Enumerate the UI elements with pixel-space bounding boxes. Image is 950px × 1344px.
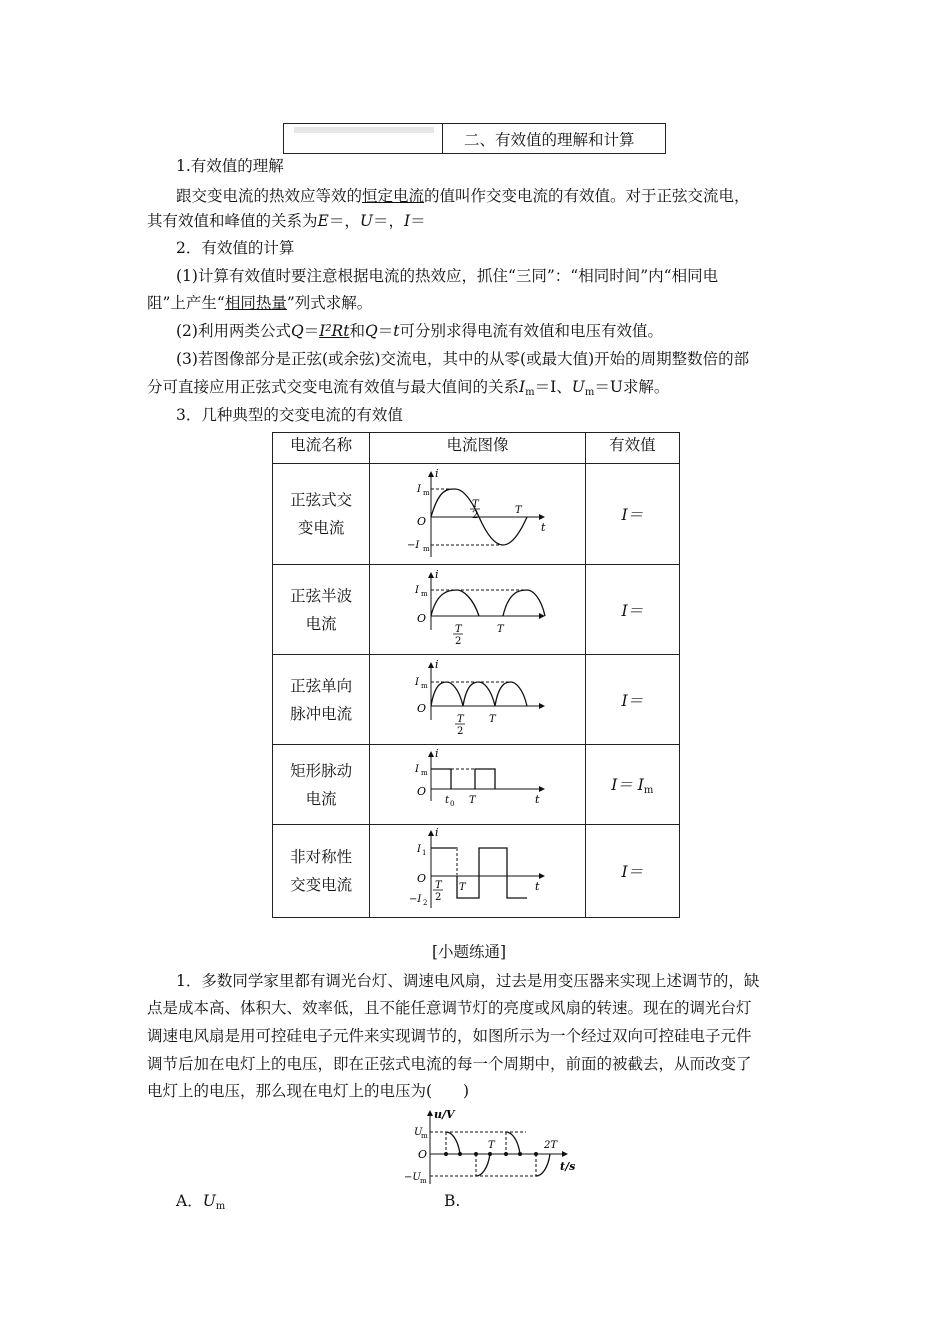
row-value: I＝	[585, 565, 679, 655]
row-name	[273, 655, 370, 745]
t-arrow	[539, 514, 545, 520]
q1-line4: 调节后加在电灯上的电压，即在正弦式电流的每一个周期中，前面的被截去，从而改变了	[147, 1055, 752, 1073]
practice-label: [小题练通]	[432, 943, 507, 961]
im-sub: m	[421, 768, 429, 777]
header-value: 有效值	[585, 433, 679, 464]
q1-line1: 1．多数同学家里都有调光台灯、调速电风扇，过去是用变压器来实现上述调节的，缺	[176, 972, 760, 990]
half-t-den: 2	[457, 725, 464, 737]
table-row	[273, 745, 680, 825]
option-label: B.	[444, 1192, 461, 1210]
text: 和	[349, 322, 365, 340]
symbol-e: E	[317, 212, 329, 230]
name-line: 矩形脉动	[290, 761, 353, 780]
header-graph: 电流图像	[370, 433, 585, 464]
neg-i2-sub: 2	[423, 899, 428, 907]
q1-line2: 点是成本高、体积大、效率低，且不能任意调节灯的亮度或风扇的转速。现在的调光台灯	[147, 999, 752, 1017]
name-line: 正弦式交	[290, 491, 353, 509]
heading-3: 3．几种典型的交变电流的有效值	[176, 406, 403, 424]
neg-um-sub: m	[420, 1177, 427, 1185]
i1-label: I	[417, 844, 422, 855]
eq: ＝	[377, 322, 394, 340]
half-wave-graph	[407, 570, 547, 650]
underlined-term: 相同热量	[224, 294, 287, 312]
o-label: O	[417, 784, 427, 798]
formula-i2rt: I²Rt	[319, 322, 350, 340]
o-label: O	[417, 701, 427, 715]
text: (2)利用两类公式	[176, 322, 291, 340]
o-label: O	[417, 515, 427, 528]
t-label: t	[535, 880, 540, 893]
p2-item3-line1: (3)若图像部分是正弦(或余弦)交流电，其中的从零(或最大值)开始的周期整数倍的部	[176, 350, 750, 368]
row-value: I＝	[585, 825, 679, 918]
symbol-q: Q	[290, 322, 304, 340]
half-t-num: T	[455, 623, 463, 635]
option-b	[444, 1191, 460, 1211]
i-arrow	[428, 830, 434, 836]
option-a	[176, 1191, 225, 1217]
i-label: i	[435, 748, 439, 760]
name-line: 正弦半波	[290, 586, 353, 605]
dot	[444, 1152, 448, 1156]
subscript: m	[525, 387, 535, 398]
neg-im-label: −I	[407, 540, 420, 551]
header-divider	[442, 124, 443, 153]
t-arrow	[562, 1151, 568, 1157]
cut-wave-2	[476, 1154, 490, 1176]
header-blank-area	[294, 127, 434, 133]
half-t-den: 2	[472, 510, 479, 521]
im-sub: m	[421, 589, 429, 598]
i-arrow	[428, 662, 434, 668]
table-row	[273, 565, 680, 655]
o-label: O	[417, 611, 427, 625]
i-label: i	[435, 828, 439, 839]
dot	[474, 1152, 478, 1156]
o-label: O	[417, 872, 427, 885]
half-t-num: T	[472, 499, 480, 510]
neg-i2-label: −I	[409, 894, 422, 905]
eq: ＝	[303, 322, 320, 340]
heading-2: 2．有效值的计算	[176, 239, 295, 257]
t-label: t	[541, 521, 546, 534]
value-sub: m	[643, 785, 654, 796]
symbol-u: U	[571, 378, 585, 396]
period-label: T	[497, 623, 505, 635]
text: 其有效值和峰值的关系为	[147, 212, 318, 230]
option-value: U	[202, 1192, 216, 1210]
p2-item2	[176, 321, 663, 341]
period-label: T	[515, 505, 523, 516]
option-sub: m	[215, 1201, 226, 1212]
dot	[488, 1152, 492, 1156]
i-arrow	[428, 572, 434, 578]
dot	[518, 1152, 522, 1156]
q1-line3: 调速电风扇是用可控硅电子元件来实现调节的，如图所示为一个经过双向可控硅电子元件	[147, 1027, 752, 1045]
name-line: 变电流	[297, 519, 345, 537]
row-name	[273, 825, 370, 918]
u-arrow	[427, 1110, 433, 1116]
header-name: 电流名称	[273, 433, 370, 464]
symbol-t: t	[393, 322, 400, 340]
heading-1: 1.有效值的理解	[176, 157, 284, 175]
t-axis-label: t/s	[560, 1160, 576, 1173]
row-graph	[370, 655, 585, 745]
name-line: 电流	[305, 789, 337, 808]
im-label: I	[415, 676, 420, 688]
t-arrow	[539, 786, 545, 792]
eq: ＝	[372, 212, 389, 230]
value-text: I＝ I	[611, 776, 644, 794]
table-header-row	[273, 433, 680, 464]
row-value: I＝	[585, 464, 679, 565]
text: 求解。	[622, 378, 670, 396]
p2-item1-line2	[147, 293, 372, 313]
row-graph	[370, 745, 585, 825]
p2-item3-line2	[147, 377, 669, 403]
p2-item1-line1: (1)计算有效值时要注意根据电流的热效应，抓住“三同”：“相同时间”内“相同电	[176, 267, 719, 285]
um-label: U	[414, 1127, 423, 1138]
p1-line1	[176, 186, 750, 206]
im-label: I	[415, 763, 420, 775]
row-graph	[370, 464, 585, 565]
subscript: m	[584, 387, 595, 398]
text: ＝U	[594, 378, 623, 396]
half-wave-2	[503, 590, 545, 616]
name-line: 交变电流	[290, 876, 353, 894]
t0-sub: 0	[450, 799, 455, 808]
eq: ＝	[328, 212, 345, 230]
text: 分可直接应用正弦式交变电流有效值与最大值间的关系	[147, 378, 520, 396]
um-sub: m	[421, 1132, 428, 1140]
t0-label: t	[445, 794, 450, 806]
text: ＝I、	[534, 378, 572, 396]
half-t-num: T	[435, 880, 443, 891]
period-label: T	[489, 713, 497, 725]
row-graph	[370, 825, 585, 918]
pulse-curve	[431, 682, 527, 706]
sep: ，	[388, 212, 404, 230]
neg-im-sub: m	[423, 545, 431, 553]
im-label: I	[415, 584, 420, 596]
sine-graph	[407, 469, 547, 559]
current-types-table	[272, 432, 680, 918]
i-label: i	[435, 659, 439, 671]
section-header-box	[283, 123, 666, 154]
o-label: O	[418, 1148, 428, 1161]
t-label: t	[535, 792, 540, 806]
text: 可分别求得电流有效值和电压有效值。	[399, 322, 663, 340]
table-row	[273, 825, 680, 918]
option-label: A．	[176, 1192, 203, 1210]
name-line: 非对称性	[290, 848, 353, 866]
row-value: I＝	[585, 655, 679, 745]
cut-wave-4	[536, 1154, 550, 1176]
symbol-u: U	[359, 212, 373, 230]
half-t-num: T	[457, 713, 465, 725]
dot	[534, 1152, 538, 1156]
symbol-q: Q	[364, 322, 378, 340]
dot	[458, 1152, 462, 1156]
text: 阻”上产生“	[147, 294, 225, 312]
im-label: I	[417, 484, 422, 495]
name-line: 脉冲电流	[290, 704, 353, 723]
table-row	[273, 464, 680, 565]
sep: ，	[344, 212, 360, 230]
underlined-term: 恒定电流	[362, 187, 425, 205]
symbol-i: I	[403, 212, 411, 230]
half-t-den: 2	[455, 635, 462, 647]
t-arrow	[539, 873, 545, 879]
rect-pulse-graph	[407, 749, 547, 821]
i-arrow	[428, 471, 434, 477]
row-name	[273, 745, 370, 825]
u-axis-label: u/V	[434, 1108, 455, 1121]
name-line: 电流	[305, 614, 337, 633]
im-sub: m	[423, 489, 431, 497]
cut-wave-3	[506, 1132, 520, 1154]
q1-line5: 电灯上的电压，那么现在电灯上的电压为( )	[147, 1082, 470, 1100]
asymmetric-graph	[407, 828, 547, 914]
i1-sub: 1	[422, 849, 427, 857]
im-sub: m	[421, 681, 429, 690]
pulse-2	[475, 769, 495, 789]
half-t-den: 2	[435, 892, 442, 903]
period-label: T	[469, 794, 477, 806]
i-label: i	[435, 569, 439, 581]
dot	[504, 1152, 508, 1156]
half-wave-1	[431, 590, 479, 616]
row-value	[585, 745, 679, 825]
i-arrow	[428, 751, 434, 757]
period-label: T	[459, 882, 467, 893]
pulse-graph	[407, 660, 547, 740]
text: 的值叫作交变电流的有效值。对于正弦交流电，	[424, 187, 750, 205]
p1-line2	[147, 211, 426, 231]
i-label: i	[435, 469, 439, 480]
text: 跟交变电流的热效应等效的	[176, 187, 363, 205]
row-name	[273, 464, 370, 565]
name-line: 正弦单向	[290, 676, 353, 695]
2t-mark: 2T	[544, 1140, 558, 1151]
t-mark: T	[488, 1140, 495, 1151]
voltage-figure	[400, 1108, 600, 1186]
symbol-i: I	[519, 378, 526, 396]
section-title: 二、有效值的理解和计算	[464, 131, 635, 149]
row-graph	[370, 565, 585, 655]
text: ”列式求解。	[286, 294, 373, 312]
row-name	[273, 565, 370, 655]
eq: ＝	[410, 212, 426, 230]
table-row	[273, 655, 680, 745]
cut-wave-1	[446, 1132, 460, 1154]
neg-um-label: −U	[404, 1172, 421, 1183]
pulse-1	[431, 769, 451, 789]
t-arrow	[539, 703, 545, 709]
